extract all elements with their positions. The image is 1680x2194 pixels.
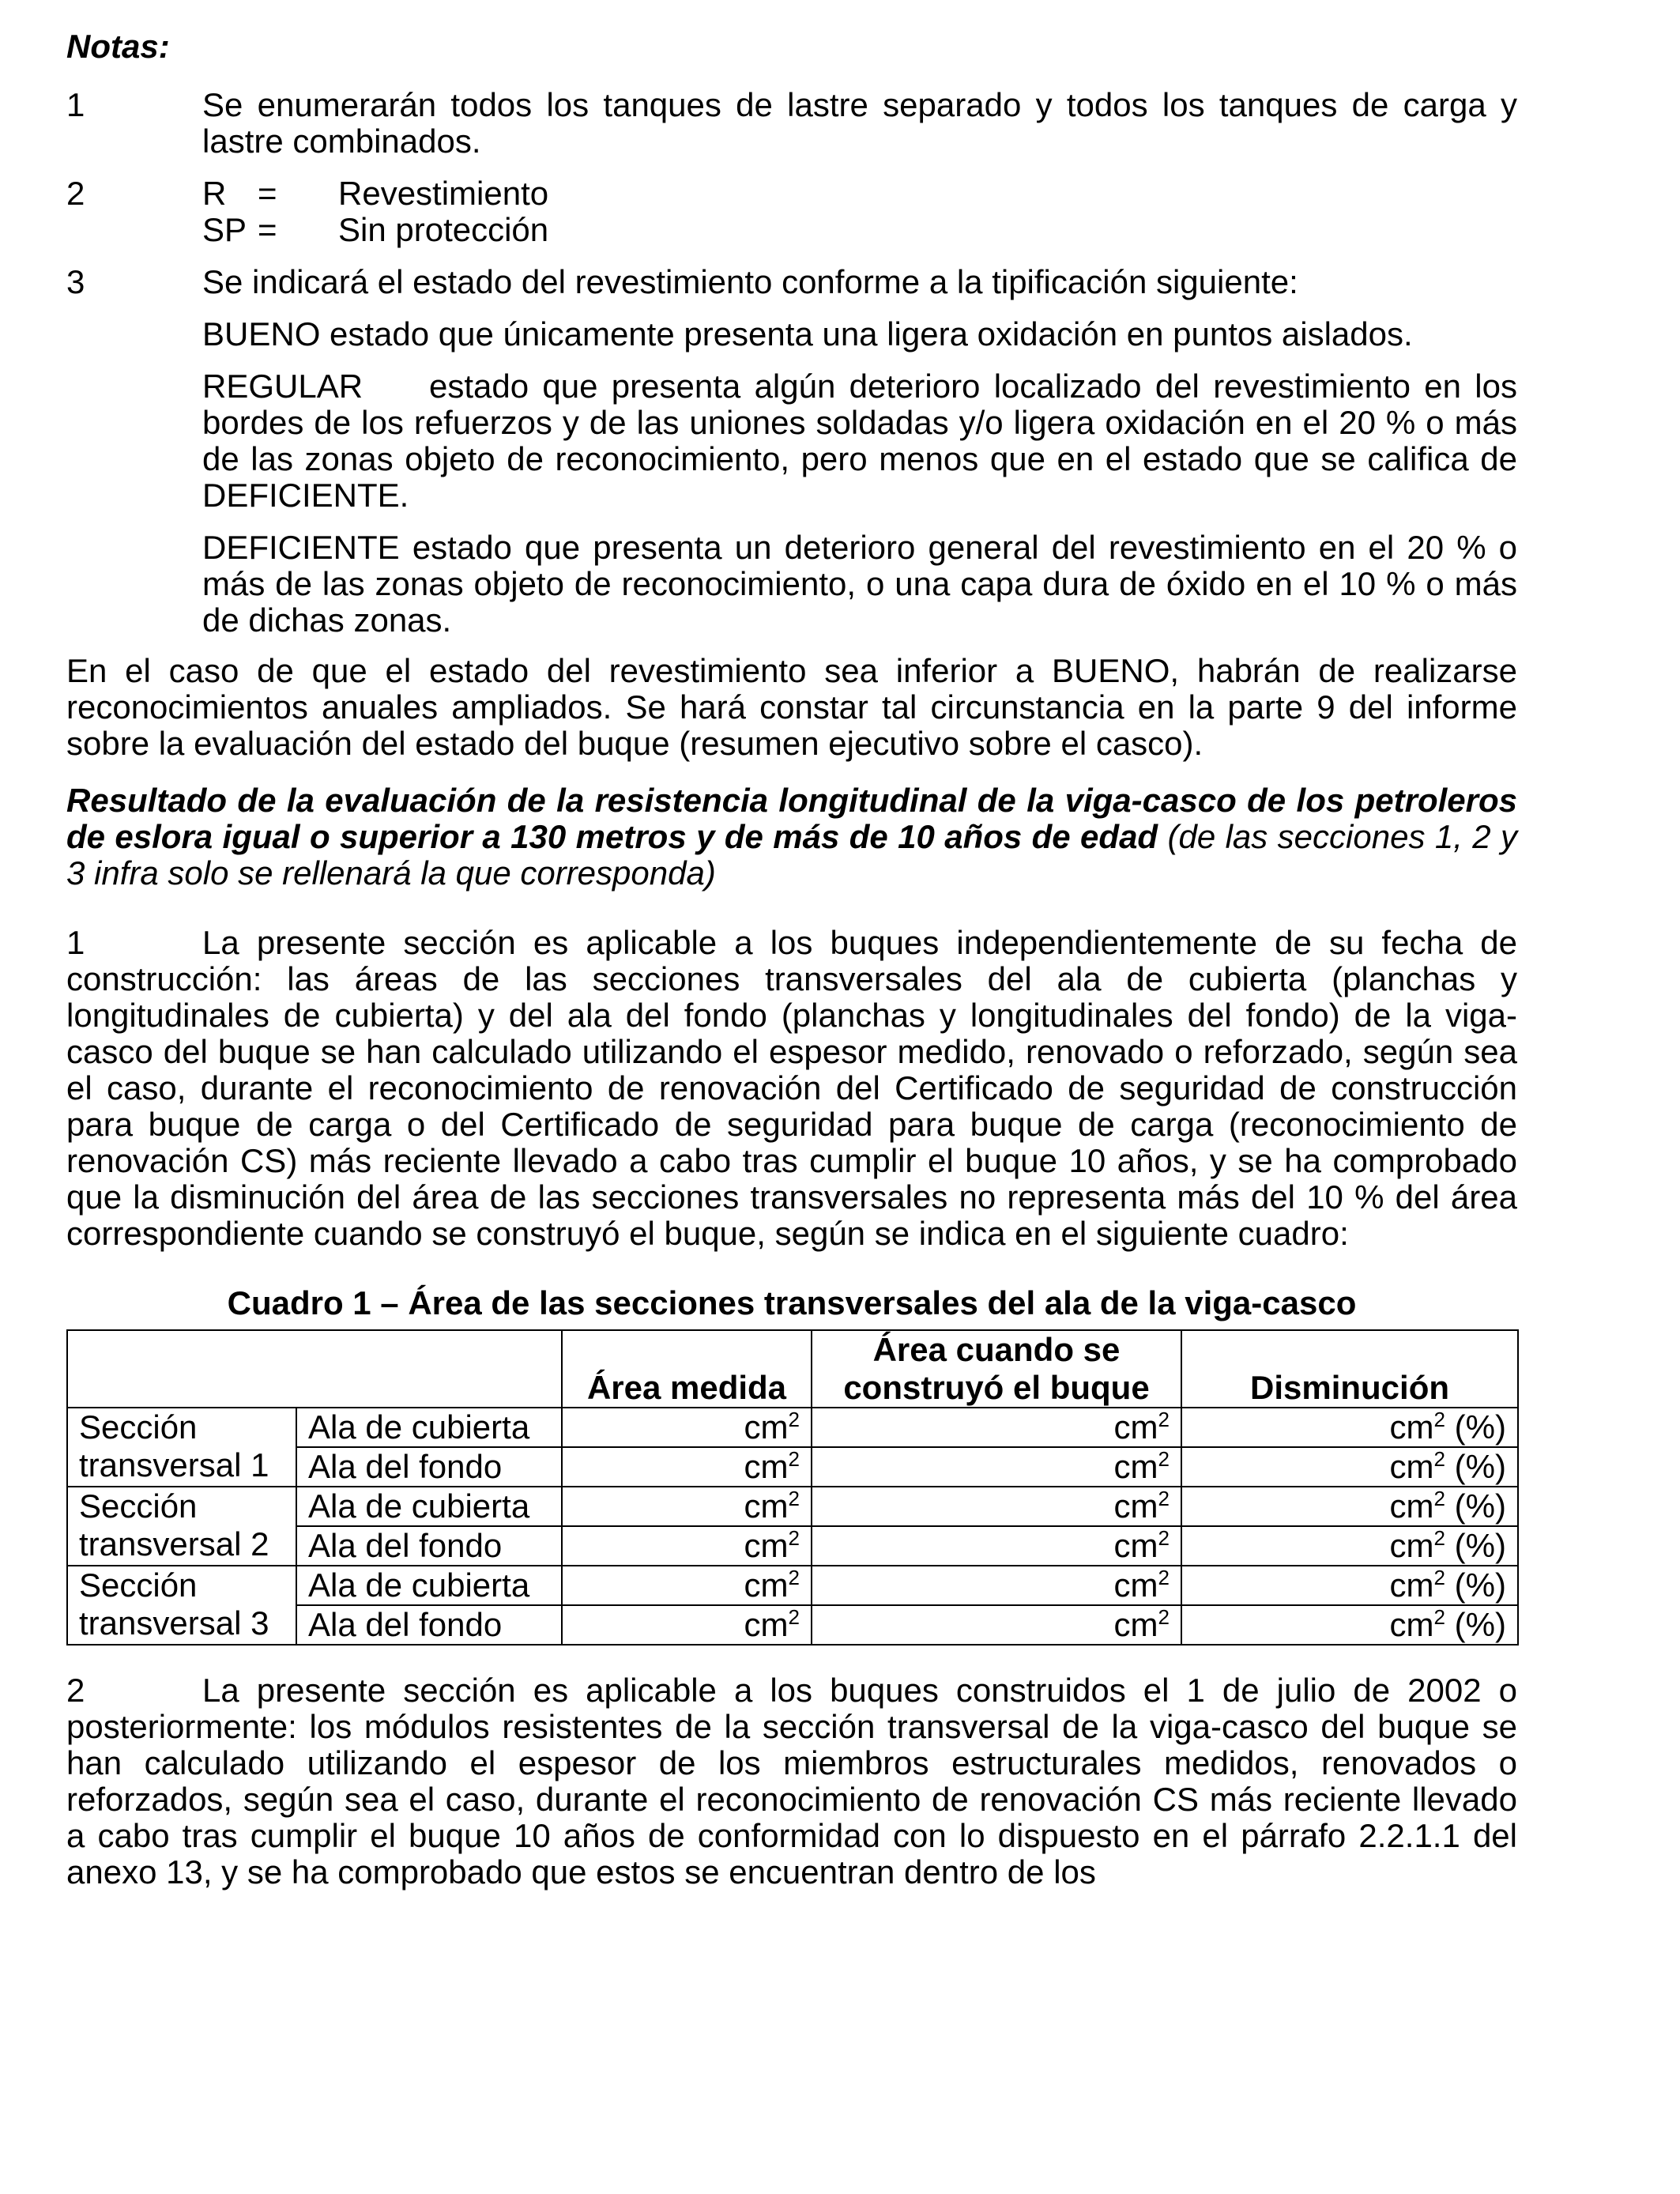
- unit: cm: [744, 1606, 789, 1643]
- unit: cm: [1389, 1527, 1434, 1564]
- flange-label: Ala de cubierta: [296, 1408, 562, 1447]
- table-row: [67, 1566, 1518, 1605]
- unit-cell[interactable]: [562, 1447, 812, 1487]
- unit-exponent: 2: [1158, 1605, 1170, 1629]
- unit-cell[interactable]: [812, 1447, 1181, 1487]
- unit: cm: [1113, 1527, 1158, 1564]
- notes-heading: Notas:: [66, 28, 170, 65]
- abbreviation-list: [202, 175, 548, 248]
- unit-cell[interactable]: [812, 1487, 1181, 1526]
- section-label: [67, 1487, 296, 1566]
- note-1: [66, 87, 1517, 160]
- unit-cell[interactable]: [562, 1487, 812, 1526]
- flange-label: Ala del fondo: [296, 1447, 562, 1487]
- unit-cell[interactable]: [1181, 1408, 1518, 1447]
- unit-cell[interactable]: [1181, 1487, 1518, 1526]
- equals: =: [258, 175, 277, 212]
- unit: cm: [1113, 1487, 1158, 1525]
- unit-exponent: 2: [788, 1447, 800, 1471]
- percent-unit: (%): [1445, 1606, 1506, 1643]
- unit-cell[interactable]: [562, 1526, 812, 1566]
- header-line: Área cuando se: [872, 1331, 1121, 1368]
- header-area-medida: Área medida: [562, 1330, 812, 1408]
- flange-label: Ala del fondo: [296, 1526, 562, 1566]
- table-row: [67, 1408, 1518, 1447]
- table-row: [67, 1487, 1518, 1526]
- unit: cm: [744, 1527, 789, 1564]
- results-heading: [66, 782, 1517, 892]
- unit: cm: [1389, 1448, 1434, 1485]
- rating-label: BUENO: [202, 315, 321, 352]
- document-page: [66, 28, 1517, 1924]
- percent-unit: (%): [1445, 1408, 1506, 1446]
- table-caption: Cuadro 1 – Área de las secciones transversales del ala de la viga-casco: [227, 1284, 1357, 1321]
- section-label-line: Sección: [79, 1487, 198, 1525]
- note-3: [66, 264, 1517, 639]
- unit-exponent: 2: [788, 1408, 800, 1431]
- unit-exponent: 2: [1433, 1605, 1445, 1629]
- unit-exponent: 2: [1158, 1487, 1170, 1510]
- unit: cm: [1389, 1566, 1434, 1604]
- unit: cm: [1113, 1606, 1158, 1643]
- abbr-definition: Sin protección: [338, 211, 549, 248]
- percent-unit: (%): [1445, 1448, 1506, 1485]
- unit: cm: [744, 1448, 789, 1485]
- unit-cell[interactable]: [812, 1408, 1181, 1447]
- percent-unit: (%): [1445, 1566, 1506, 1604]
- unit: cm: [744, 1566, 789, 1604]
- section-number: 2: [66, 1672, 85, 1709]
- section-1-paragraph: [66, 925, 1517, 1252]
- empty-header-cell: [67, 1330, 562, 1408]
- section-number: 1: [66, 924, 85, 961]
- flange-label: Ala de cubierta: [296, 1566, 562, 1605]
- unit-exponent: 2: [1433, 1447, 1445, 1471]
- unit-exponent: 2: [788, 1605, 800, 1629]
- unit-cell[interactable]: [1181, 1605, 1518, 1645]
- unit-cell[interactable]: [812, 1566, 1181, 1605]
- unit: cm: [1113, 1408, 1158, 1446]
- rating-text: estado que únicamente presenta una ligera oxidación en puntos aislados.: [330, 315, 1413, 352]
- cross-section-area-table: [66, 1329, 1519, 1646]
- results-heading-bold: Resultado de la evaluación de la resistencia longitudinal de la viga-casco de los petroleros de eslora igual o superior a 130 metros y de más de 10 años de edad: [66, 782, 1517, 855]
- rating-deficiente: [202, 530, 1517, 639]
- unit-exponent: 2: [1433, 1408, 1445, 1431]
- unit: cm: [744, 1408, 789, 1446]
- unit-cell[interactable]: [1181, 1526, 1518, 1566]
- unit-cell[interactable]: [1181, 1447, 1518, 1487]
- equals: =: [258, 211, 277, 248]
- flange-label: Ala de cubierta: [296, 1487, 562, 1526]
- unit-exponent: 2: [1433, 1566, 1445, 1589]
- rating-label: REGULAR: [202, 368, 363, 405]
- percent-unit: (%): [1445, 1487, 1506, 1525]
- unit: cm: [1113, 1448, 1158, 1485]
- section-label-line: transversal 2: [79, 1525, 269, 1563]
- header-area-construccion: [812, 1330, 1181, 1408]
- section-2-paragraph: [66, 1672, 1517, 1891]
- note-number: 3: [66, 263, 85, 300]
- unit: cm: [1389, 1408, 1434, 1446]
- flange-label: Ala del fondo: [296, 1605, 562, 1645]
- unit-exponent: 2: [788, 1566, 800, 1589]
- note-number: 2: [66, 175, 85, 212]
- note-2: [66, 175, 1517, 248]
- unit: cm: [1389, 1606, 1434, 1643]
- unit-cell[interactable]: [562, 1408, 812, 1447]
- unit-cell[interactable]: [1181, 1566, 1518, 1605]
- abbr: R: [202, 175, 227, 212]
- unit: cm: [1389, 1487, 1434, 1525]
- paragraph-annual-surveys: En el caso de que el estado del revestimiento sea inferior a BUENO, habrán de realizarse reconocimientos anuales ampliados. Se hará constar tal circunstancia en la parte 9 del informe sobre la evaluación del estado del buque (resumen ejecutivo sobre el casco).: [66, 652, 1517, 762]
- rating-label: DEFICIENTE: [202, 529, 400, 566]
- section-label-line: transversal 1: [79, 1446, 269, 1483]
- section-label: [67, 1566, 296, 1645]
- rating-regular: [202, 368, 1517, 514]
- unit-exponent: 2: [1158, 1566, 1170, 1589]
- unit-cell[interactable]: [562, 1566, 812, 1605]
- header-line: construyó el buque: [843, 1369, 1150, 1406]
- unit-cell[interactable]: [812, 1605, 1181, 1645]
- results-heading-note: (de las secciones 1, 2 y 3 infra solo se rellenará la que corresponda): [66, 818, 1518, 892]
- unit-exponent: 2: [1433, 1487, 1445, 1510]
- unit-exponent: 2: [1158, 1408, 1170, 1431]
- note-number: 1: [66, 86, 85, 123]
- abbr: SP: [202, 211, 247, 248]
- header-disminucion: Disminución: [1181, 1330, 1518, 1408]
- section-label-line: transversal 3: [79, 1604, 269, 1642]
- unit: cm: [744, 1487, 789, 1525]
- percent-unit: (%): [1445, 1527, 1506, 1564]
- note-text: Se enumerarán todos los tanques de lastre separado y todos los tanques de carga y lastre combinados.: [202, 86, 1517, 160]
- rating-bueno: [202, 316, 1517, 352]
- rating-text: estado que presenta un deterioro general del revestimiento en el 20 % o más de las zonas objeto de reconocimiento, o una capa dura de óxido en el 10 % o más de dichas zonas.: [202, 529, 1518, 639]
- section-text: La presente sección es aplicable a los buques construidos el 1 de julio de 2002 o posteriormente: los módulos resistentes de la sección transversal de la viga-casco del buque se han calculado utilizando el espesor de los miembros estructurales medidos, renovados o reforzados, según sea el caso, durante el reconocimiento de renovación CS más reciente llevado a cabo tras cumplir el buque 10 años de conformidad con lo dispuesto en el párrafo 2.2.1.1 del anexo 13, y se ha comprobado que estos se encuentran dentro de los: [66, 1672, 1517, 1891]
- unit-cell[interactable]: [812, 1526, 1181, 1566]
- table-header-row: [67, 1330, 1518, 1408]
- unit-exponent: 2: [1158, 1526, 1170, 1550]
- note-text: Se indicará el estado del revestimiento conforme a la tipificación siguiente:: [202, 263, 1298, 300]
- unit-exponent: 2: [1158, 1447, 1170, 1471]
- unit: cm: [1113, 1566, 1158, 1604]
- unit-exponent: 2: [788, 1487, 800, 1510]
- unit-exponent: 2: [1433, 1526, 1445, 1550]
- rating-text: estado que presenta algún deterioro localizado del revestimiento en los bordes de los refuerzos y de las uniones soldadas y/o ligera oxidación en el 20 % o más de las zonas objeto de reconocimiento, pero menos que en el estado que se califica de DEFICIENTE.: [202, 368, 1517, 514]
- section-text: La presente sección es aplicable a los buques independientemente de su fecha de construcción: las áreas de las secciones transversales del ala de cubierta (planchas y longitudinales de cubierta) y del ala del fondo (planchas y longitudinales del fondo) de la viga-casco del buque se han calculado utilizando el espesor medido, renovado o reforzado, según sea el caso, durante el reconocimiento de renovación del Certificado de seguridad de construcción para buque de carga o del Certificado de seguridad para buque de carga (reconocimiento de renovación CS) más reciente llevado a cabo tras cumplir el buque 10 años, y se ha comprobado que la disminución del área de las secciones transversales no representa más del 10 % del área correspondiente cuando se construyó el buque, según se indica en el siguiente cuadro:: [66, 924, 1517, 1252]
- unit-cell[interactable]: [562, 1605, 812, 1645]
- section-label: [67, 1408, 296, 1487]
- unit-exponent: 2: [788, 1526, 800, 1550]
- section-label-line: Sección: [79, 1566, 198, 1604]
- section-label-line: Sección: [79, 1408, 198, 1446]
- abbr-definition: Revestimiento: [338, 175, 549, 212]
